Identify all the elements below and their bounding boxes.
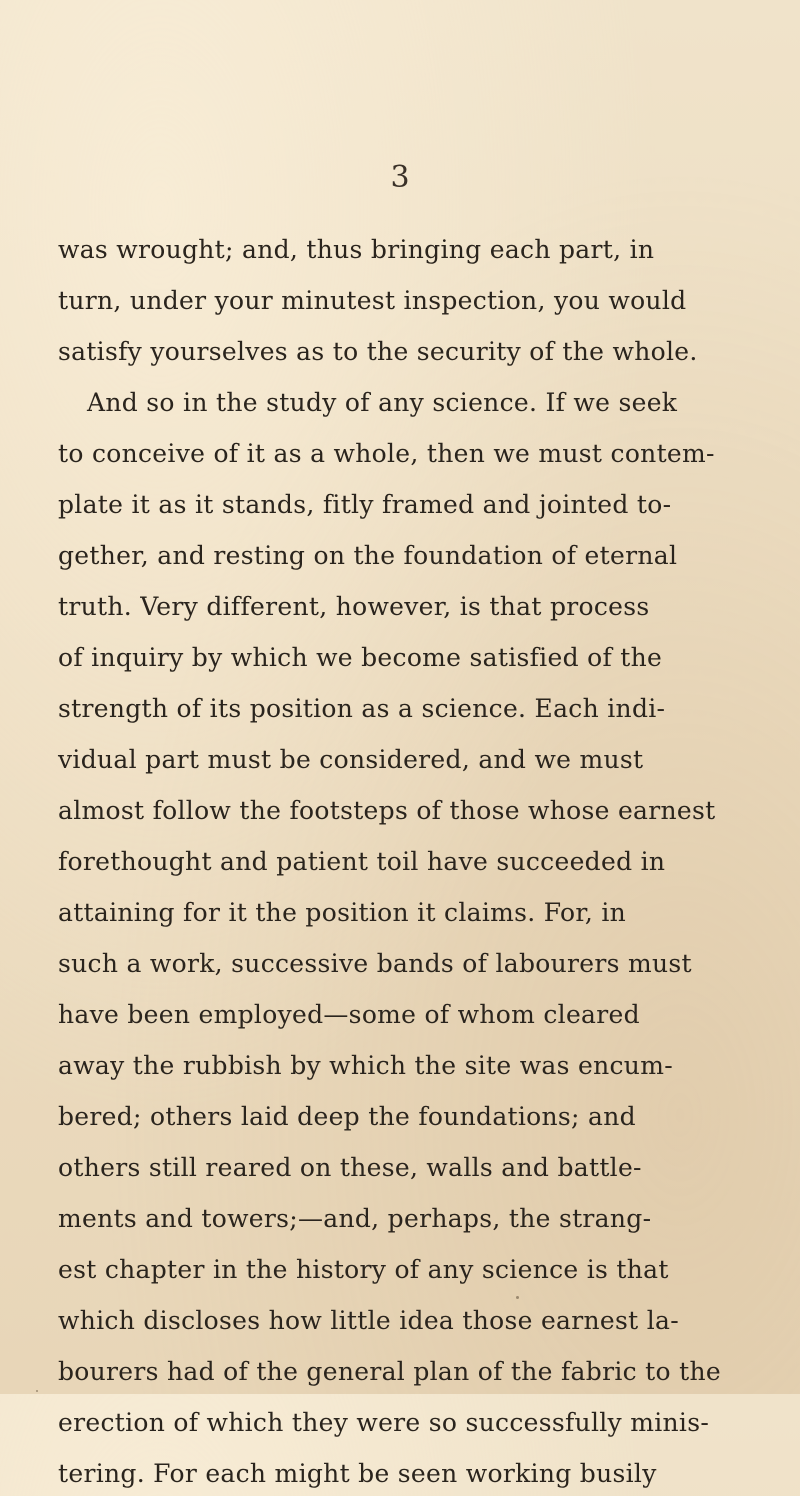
text-line: gether, and resting on the foundation of eternal [58, 541, 678, 570]
text-line: forethought and patient toil have succeeded in [58, 847, 666, 876]
text-line: away the rubbish by which the site was encum- [58, 1051, 673, 1080]
text-line: vidual part must be considered, and we must [58, 745, 644, 774]
text-line: such a work, successive bands of labourers must [58, 949, 692, 978]
text-line: bered; others laid deep the foundations; and [58, 1102, 636, 1131]
text-line: bourers had of the general plan of the fabric to the [58, 1357, 721, 1386]
paragraph-start-line: And so in the study of any science. If we seek [87, 388, 678, 417]
text-line: ments and towers;—and, perhaps, the strang- [58, 1204, 652, 1233]
text-line: others still reared on these, walls and battle- [58, 1153, 642, 1182]
text-line: of inquiry by which we become satisfied of the [58, 643, 663, 672]
paper-speck [36, 1390, 38, 1392]
text-line: satisfy yourselves as to the security of the whole. [58, 337, 698, 366]
text-line: was wrought; and, thus bringing each part, in [58, 235, 655, 264]
text-line: plate it as it stands, fitly framed and jointed to- [58, 490, 672, 519]
paper-speck [516, 1296, 519, 1299]
text-line: truth. Very different, however, is that process [58, 592, 650, 621]
text-line: have been employed—some of whom cleared [58, 1000, 640, 1029]
text-line: almost follow the footsteps of those whose earnest [58, 796, 716, 825]
text-line: to conceive of it as a whole, then we must contem- [58, 439, 715, 468]
text-line: strength of its position as a science. Each indi- [58, 694, 666, 723]
text-line: which discloses how little idea those earnest la- [58, 1306, 679, 1335]
text-line: attaining for it the position it claims. For, in [58, 898, 627, 927]
text-line: turn, under your minutest inspection, you would [58, 286, 687, 315]
text-line: tering. For each might be seen working busily [58, 1459, 657, 1488]
text-line: est chapter in the history of any science is that [58, 1255, 669, 1284]
text-line: erection of which they were so successfully minis- [58, 1408, 710, 1437]
page-number: 3 [390, 160, 410, 195]
